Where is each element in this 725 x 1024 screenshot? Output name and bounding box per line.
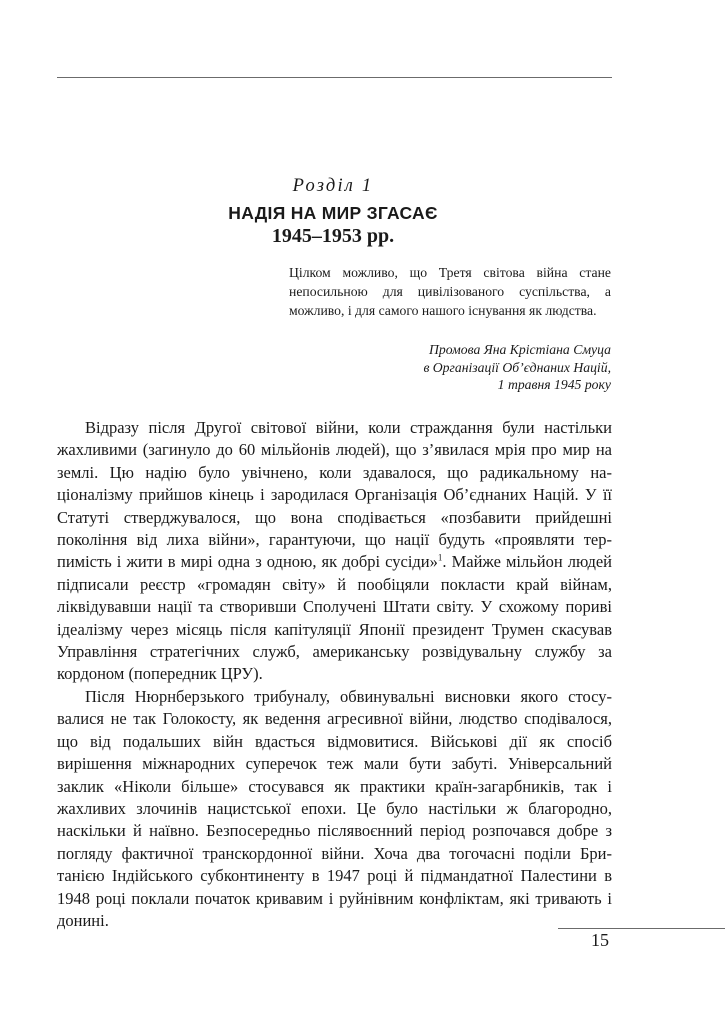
epigraph-source-line: в Організації Об’єднаних Націй, <box>423 359 611 375</box>
epigraph-source <box>330 341 611 394</box>
page-number: 15 <box>591 930 609 950</box>
epigraph-source-line: 1 травня 1945 року <box>497 377 611 392</box>
paragraph-text: . Майже мільйон людей підписали реєстр «громадян світу» й пообіцяли покласти край війнам, ліквідувавши нації та створивши Сполучені Штати світу. У схожому пориві ідеалізму через місяць після капітуляції Японії президент Трумен скасував Управління стратегічних служб, американську розвідувальну службу за кордоном (попередник ЦРУ). <box>57 552 612 684</box>
epigraph-source-line: Промова Яна Крістіана Смуца <box>429 342 611 357</box>
chapter-title: НАДІЯ НА МИР ЗГАСАЄ <box>228 203 438 223</box>
paragraph: Після Нюрнберзького трибуналу, обвинувальні висновки якого стосувалися не так Голокосту, як ведення агресивної війни, людство сподівалося, що від подальших війн вдасться відмовитися. Військові дії як спосіб вирішення міжнародних суперечок теж мали бути забуті. Універсальний заклик «Ніколи більше» стосувався як практики країн-загарбників, так і жахливих злочинів нацистської епохи. Це було настільки ж благородно, наскільки й наївно. Безпосередньо післявоєнний період розпочався добре з погляду фактичної транскордонної війни. Хоча два тогочасні поділи Британією Індійського субконтиненту в 1947 році й підмандатної Палестини в 1948 році поклали початок кривавим і руйнівним конфліктам, які тривають і донині. <box>57 686 612 930</box>
chapter-years: 1945–1953 рр. <box>271 225 395 247</box>
footer-rule <box>558 928 725 929</box>
body-text <box>57 417 612 932</box>
footnote-marker[interactable]: 1 <box>437 552 443 563</box>
chapter-label: Розділ 1 <box>292 176 374 196</box>
paragraph-text: Відразу після Другої світової війни, коли страждання були настільки жахливими (загинуло до 60 мільйонів людей), що з’явилася мрія про мир на землі. Цю надію було увічнено, коли здавалося, що радикальному націоналізму прийшов кінець і зародилася Організація Об’єднаних Націй. У її Статуті стверджувалося, що вона сподівається «позбавити прийдешні покоління від лиха війни», гарантуючи, що нації будуть «проявляти терпимість і жити в мирі одна з одною, як добрі сусіди» <box>57 418 612 572</box>
header-rule <box>57 77 612 78</box>
paragraph <box>57 417 612 686</box>
epigraph-quote: Цілком можливо, що Третя світова війна стане непосильною для цивілізованого суспільства, а можливо, і для самого нашого існування як людства. <box>289 265 611 318</box>
